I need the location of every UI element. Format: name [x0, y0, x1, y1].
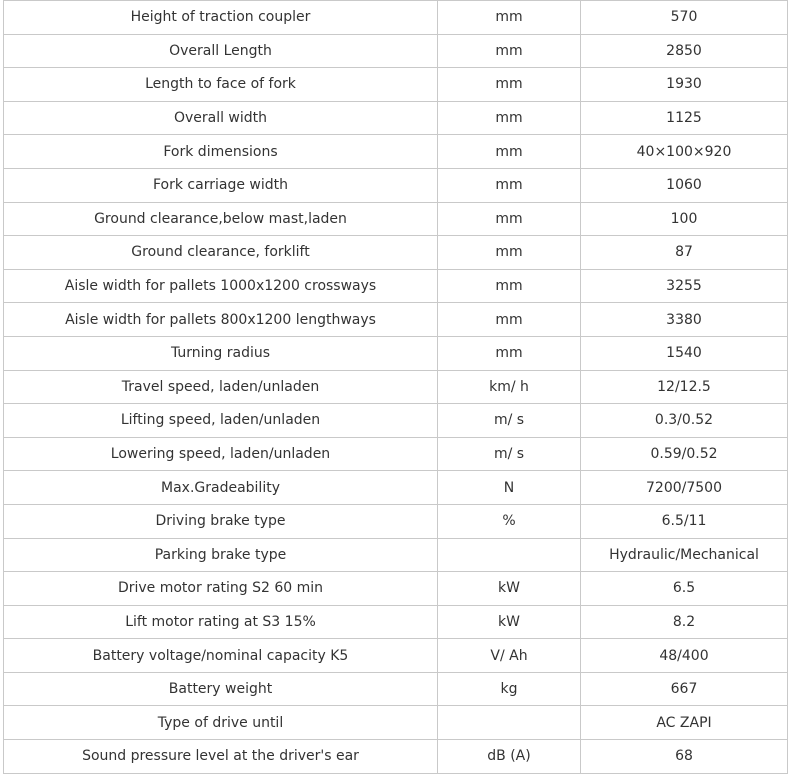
table-row — [4, 202, 788, 236]
parameter-cell: Height of traction coupler — [4, 1, 438, 35]
table-row — [4, 740, 788, 774]
value-cell: 1930 — [581, 68, 788, 102]
unit-cell: mm — [438, 68, 581, 102]
unit-cell: mm — [438, 202, 581, 236]
parameter-cell: Length to face of fork — [4, 68, 438, 102]
value-cell: 7200/7500 — [581, 471, 788, 505]
unit-cell: kg — [438, 672, 581, 706]
parameter-cell: Battery weight — [4, 672, 438, 706]
parameter-cell: Ground clearance, forklift — [4, 236, 438, 270]
parameter-cell: Travel speed, laden/unladen — [4, 370, 438, 404]
spec-table — [3, 0, 788, 774]
table-row — [4, 572, 788, 606]
table-row — [4, 504, 788, 538]
parameter-cell: Max.Gradeability — [4, 471, 438, 505]
parameter-cell: Lifting speed, laden/unladen — [4, 404, 438, 438]
value-cell: 8.2 — [581, 605, 788, 639]
unit-cell: m/ s — [438, 404, 581, 438]
value-cell: Hydraulic/Mechanical — [581, 538, 788, 572]
table-row — [4, 370, 788, 404]
parameter-cell: Ground clearance,below mast,laden — [4, 202, 438, 236]
table-row — [4, 101, 788, 135]
parameter-cell: Aisle width for pallets 1000x1200 crossways — [4, 269, 438, 303]
value-cell: 667 — [581, 672, 788, 706]
unit-cell: mm — [438, 101, 581, 135]
parameter-cell: Fork dimensions — [4, 135, 438, 169]
table-row — [4, 68, 788, 102]
parameter-cell: Turning radius — [4, 336, 438, 370]
unit-cell: dB (A) — [438, 740, 581, 774]
parameter-cell: Drive motor rating S2 60 min — [4, 572, 438, 606]
value-cell: 1060 — [581, 168, 788, 202]
value-cell: 0.59/0.52 — [581, 437, 788, 471]
table-row — [4, 34, 788, 68]
table-row — [4, 135, 788, 169]
value-cell: 2850 — [581, 34, 788, 68]
value-cell: 3255 — [581, 269, 788, 303]
parameter-cell: Lowering speed, laden/unladen — [4, 437, 438, 471]
unit-cell: mm — [438, 303, 581, 337]
table-row — [4, 538, 788, 572]
table-row — [4, 404, 788, 438]
parameter-cell: Driving brake type — [4, 504, 438, 538]
value-cell: AC ZAPI — [581, 706, 788, 740]
table-row — [4, 269, 788, 303]
table-row — [4, 303, 788, 337]
parameter-cell: Battery voltage/nominal capacity K5 — [4, 639, 438, 673]
table-row — [4, 336, 788, 370]
table-row — [4, 168, 788, 202]
unit-cell: kW — [438, 605, 581, 639]
unit-cell: m/ s — [438, 437, 581, 471]
table-row — [4, 471, 788, 505]
value-cell: 6.5 — [581, 572, 788, 606]
unit-cell: mm — [438, 1, 581, 35]
table-row — [4, 1, 788, 35]
value-cell: 6.5/11 — [581, 504, 788, 538]
parameter-cell: Lift motor rating at S3 15% — [4, 605, 438, 639]
value-cell: 40×100×920 — [581, 135, 788, 169]
value-cell: 100 — [581, 202, 788, 236]
parameter-cell: Fork carriage width — [4, 168, 438, 202]
value-cell: 0.3/0.52 — [581, 404, 788, 438]
unit-cell: mm — [438, 168, 581, 202]
unit-cell — [438, 538, 581, 572]
table-row — [4, 605, 788, 639]
value-cell: 48/400 — [581, 639, 788, 673]
spec-table-body — [4, 1, 788, 774]
value-cell: 1125 — [581, 101, 788, 135]
table-row — [4, 236, 788, 270]
table-row — [4, 706, 788, 740]
unit-cell: mm — [438, 336, 581, 370]
unit-cell: kW — [438, 572, 581, 606]
value-cell: 3380 — [581, 303, 788, 337]
unit-cell: % — [438, 504, 581, 538]
parameter-cell: Overall width — [4, 101, 438, 135]
unit-cell: mm — [438, 236, 581, 270]
parameter-cell: Type of drive until — [4, 706, 438, 740]
parameter-cell: Parking brake type — [4, 538, 438, 572]
unit-cell: mm — [438, 34, 581, 68]
unit-cell — [438, 706, 581, 740]
parameter-cell: Overall Length — [4, 34, 438, 68]
value-cell: 1540 — [581, 336, 788, 370]
table-row — [4, 672, 788, 706]
unit-cell: km/ h — [438, 370, 581, 404]
unit-cell: V/ Ah — [438, 639, 581, 673]
unit-cell: mm — [438, 269, 581, 303]
table-row — [4, 639, 788, 673]
parameter-cell: Aisle width for pallets 800x1200 lengthways — [4, 303, 438, 337]
table-row — [4, 437, 788, 471]
unit-cell: mm — [438, 135, 581, 169]
value-cell: 12/12.5 — [581, 370, 788, 404]
value-cell: 87 — [581, 236, 788, 270]
parameter-cell: Sound pressure level at the driver's ear — [4, 740, 438, 774]
value-cell: 570 — [581, 1, 788, 35]
value-cell: 68 — [581, 740, 788, 774]
unit-cell: N — [438, 471, 581, 505]
